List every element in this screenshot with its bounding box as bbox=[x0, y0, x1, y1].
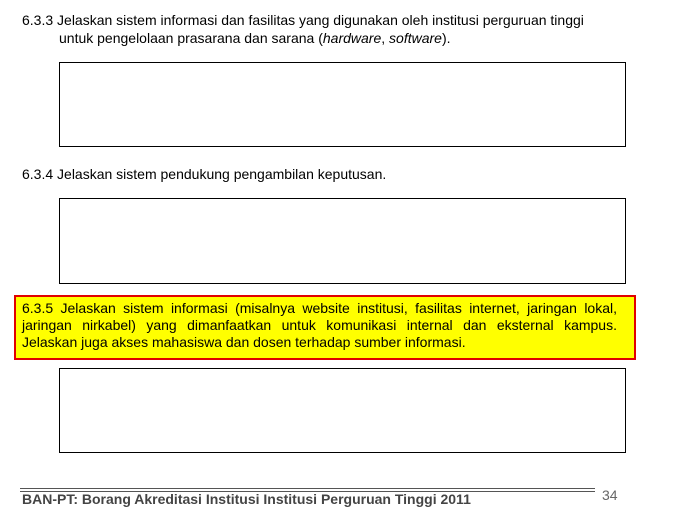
question-6-3-4 bbox=[22, 165, 617, 183]
question-text: Jelaskan sistem pendukung pengambilan keputusan. bbox=[57, 166, 387, 182]
answer-box-6-3-3[interactable] bbox=[59, 62, 626, 147]
question-number: 6.3.5 bbox=[22, 300, 54, 316]
answer-box-6-3-5[interactable] bbox=[59, 368, 626, 453]
answer-box-6-3-4[interactable] bbox=[59, 198, 626, 284]
footer-divider bbox=[20, 488, 595, 489]
question-text-line2: untuk pengelolaan prasarana dan sarana (hardware, software). bbox=[59, 30, 451, 46]
question-number: 6.3.4 bbox=[22, 166, 54, 182]
question-number: 6.3.3 bbox=[22, 12, 54, 28]
question-6-3-3 bbox=[22, 11, 617, 47]
question-text: Jelaskan sistem informasi (misalnya website institusi, fasilitas internet, jaringan lokal, jaringan nirkabel) yang dimanfaatkan untuk komunikasi internal dan eksternal kampus. Jelaskan juga akses mahasiswa dan dosen terhadap sumber informasi. bbox=[22, 300, 618, 350]
question-text-line1: Jelaskan sistem informasi dan fasilitas yang digunakan oleh institusi perguruan tinggi bbox=[57, 12, 584, 28]
footer-title: BAN-PT: Borang Akreditasi Institusi Institusi Perguruan Tinggi 2011 bbox=[22, 491, 471, 507]
page-number: 34 bbox=[602, 487, 618, 503]
question-6-3-5 bbox=[22, 300, 617, 351]
